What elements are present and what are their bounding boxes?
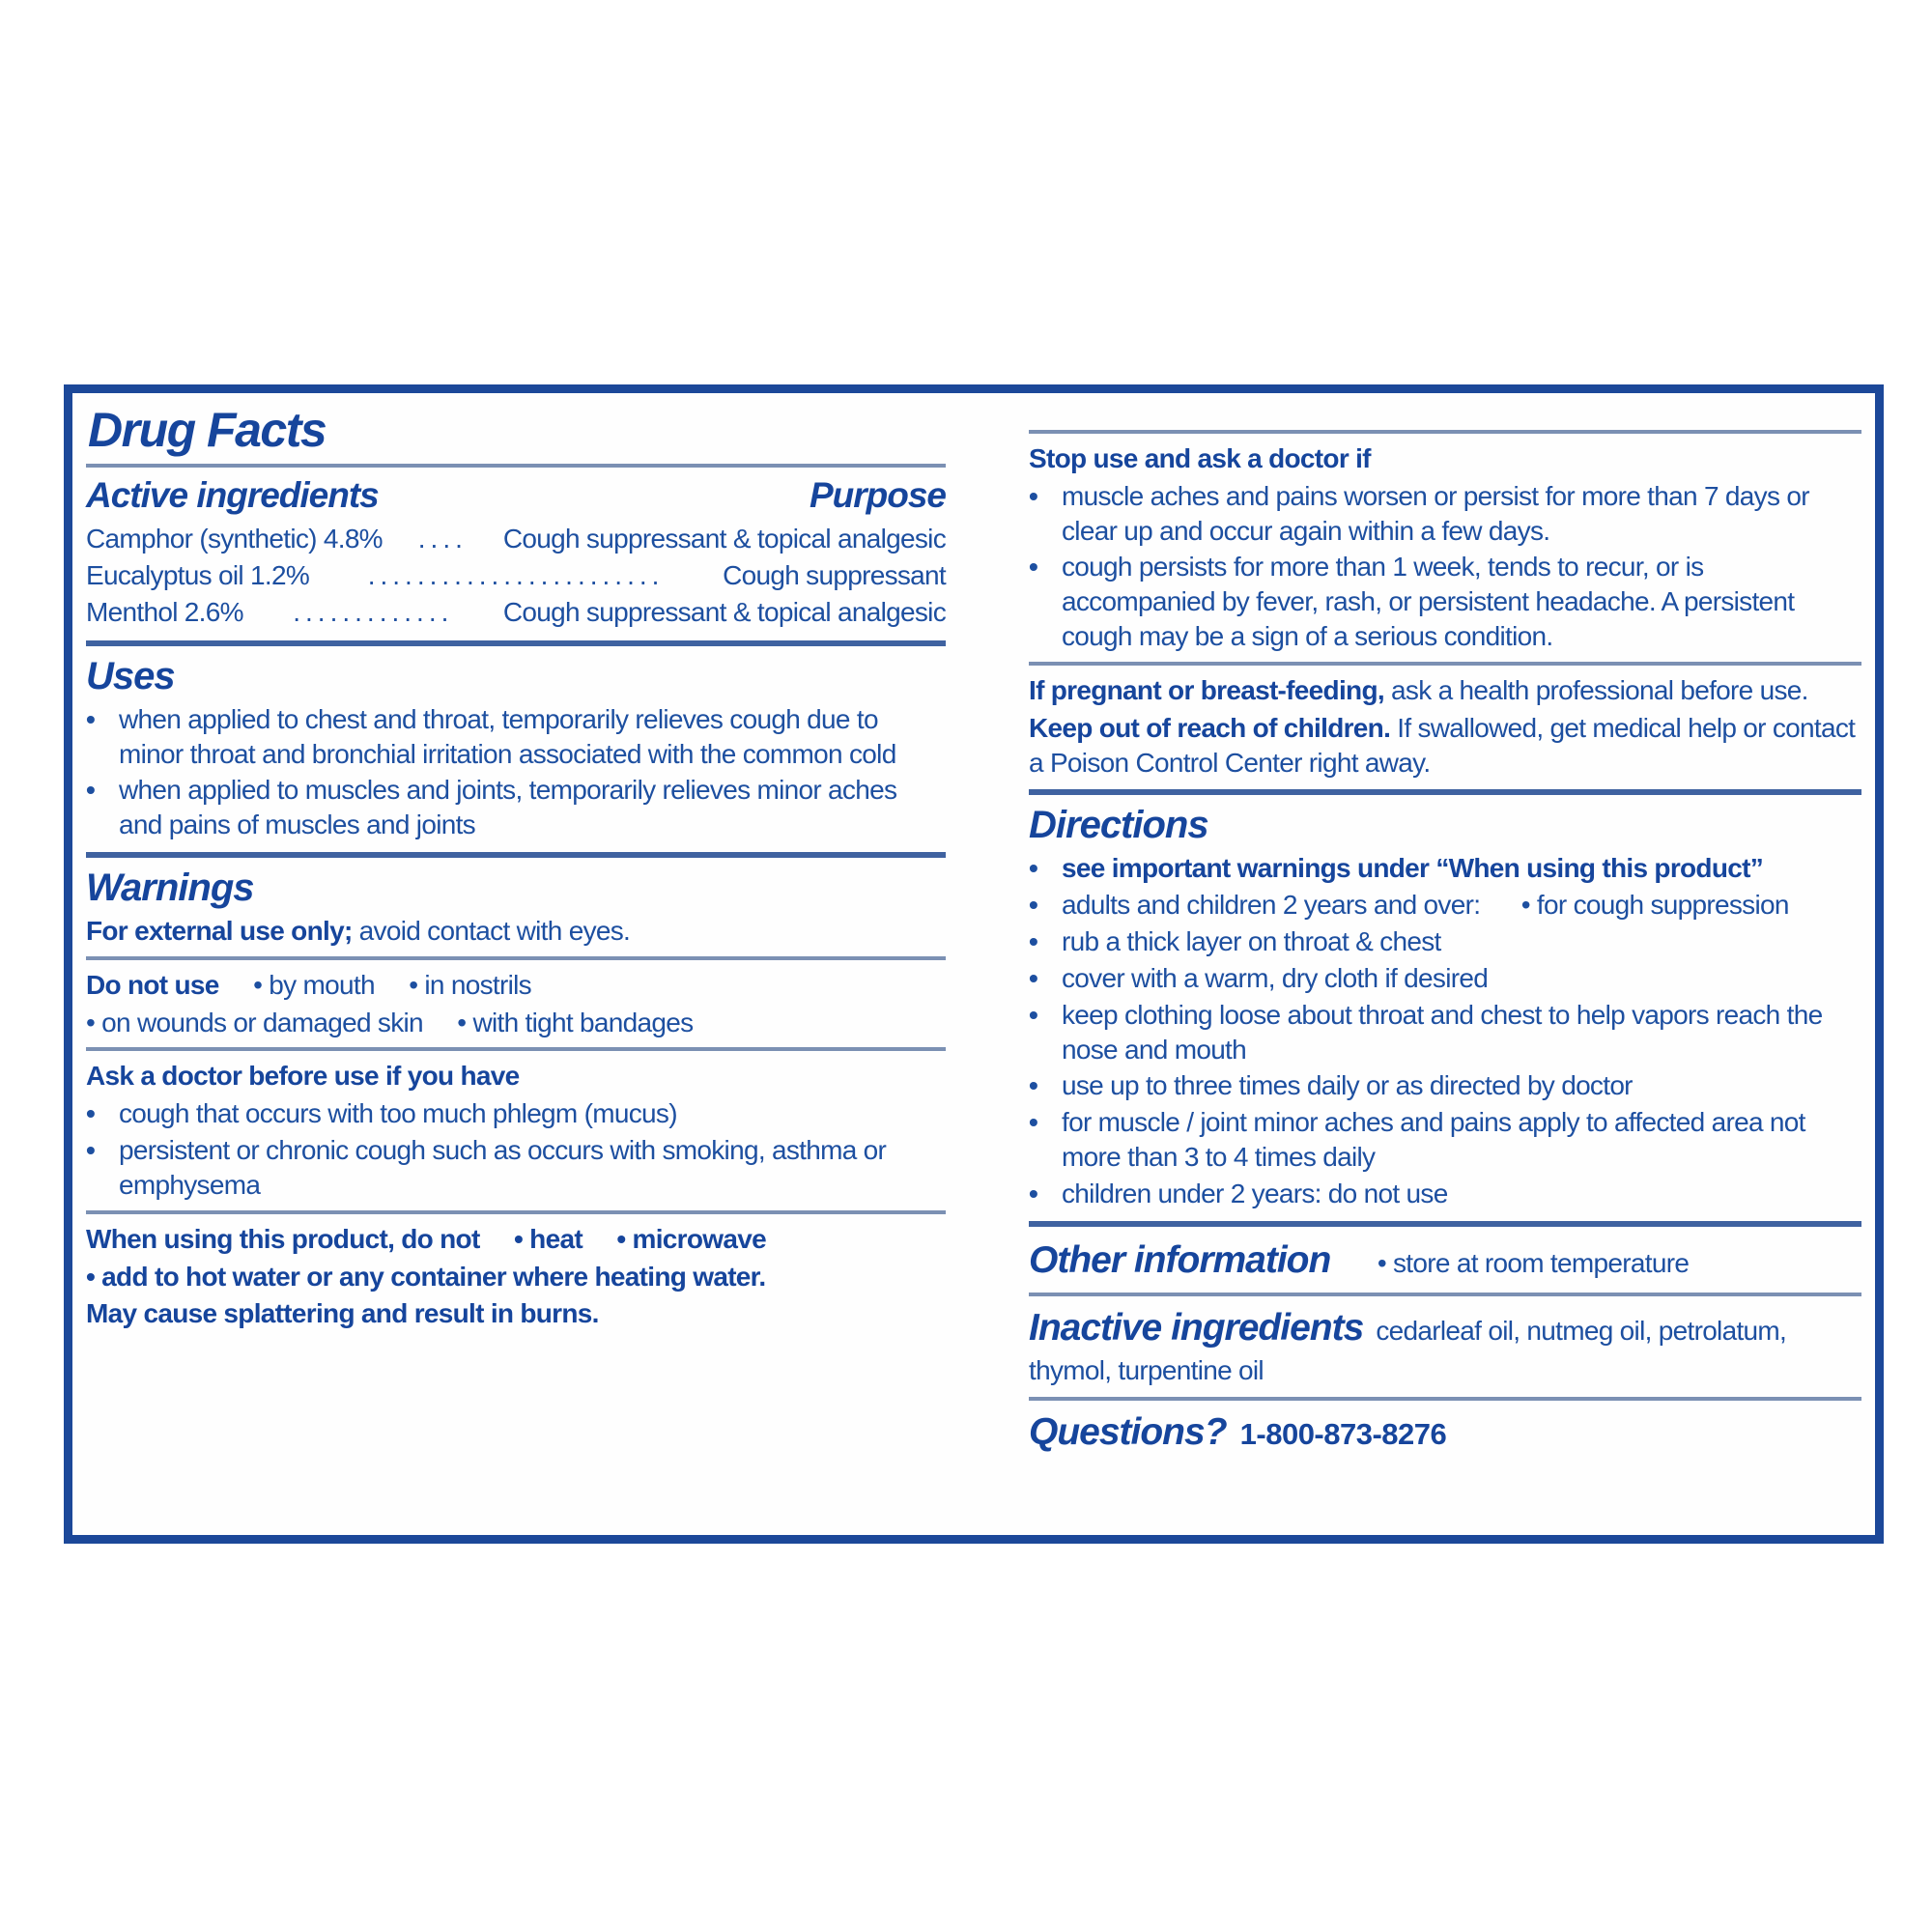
bullet-marker: • xyxy=(1029,1178,1038,1208)
ingredient-menthol xyxy=(86,595,946,630)
children-warning xyxy=(1029,711,1861,781)
rule-warnings-3 xyxy=(86,1210,946,1214)
questions-heading: Questions? xyxy=(1029,1410,1227,1453)
list-item xyxy=(1029,851,1861,886)
ingredient-purpose: Cough suppressant & topical analgesic xyxy=(502,597,946,628)
external-use-warning xyxy=(86,914,946,949)
bullet-marker: • xyxy=(1029,890,1038,921)
text-segment: 1-800-873-8276 xyxy=(1232,1416,1447,1451)
drug-facts-label xyxy=(64,384,1884,1544)
ingredient-eucalyptus xyxy=(86,558,946,593)
bullet-marker: • xyxy=(1029,962,1038,993)
ingredient-name: Menthol 2.6% xyxy=(86,597,243,628)
uses-list xyxy=(86,702,946,842)
dot-leader: ........................ xyxy=(367,559,665,590)
ingredient-camphor xyxy=(86,522,946,556)
text-segment: rub a thick layer on throat & chest xyxy=(1062,926,1441,957)
ingredient-name: Camphor (synthetic) 4.8% xyxy=(86,523,383,554)
list-item xyxy=(1029,1105,1861,1175)
text-segment: When using this product, do not xyxy=(86,1223,480,1254)
bullet-marker: • xyxy=(86,1098,96,1129)
bullet-text xyxy=(119,702,946,772)
bullet-marker: • xyxy=(86,1135,96,1166)
text-segment: Stop use and ask a doctor if xyxy=(1029,443,1371,473)
text-segment: If pregnant or breast-feeding, xyxy=(1029,674,1384,705)
rule-above-pregnant xyxy=(1029,662,1861,666)
bullet-marker: • xyxy=(1029,1070,1038,1101)
directions-heading: Directions xyxy=(1029,804,1208,847)
text-segment: see important warnings under “When using this product” xyxy=(1062,853,1764,884)
inactive-ingredients xyxy=(1029,1304,1861,1388)
right-top-rule xyxy=(1029,430,1861,434)
pregnant-warning xyxy=(1029,673,1861,708)
do-not-use-line xyxy=(86,968,946,1003)
warnings-heading: Warnings xyxy=(86,866,254,909)
bullet-text xyxy=(119,773,946,842)
list-item xyxy=(1029,1177,1861,1211)
list-item xyxy=(1029,924,1861,959)
text-segment: muscle aches and pains worsen or persist for more than 7 days or clear up and occur again within a few days. xyxy=(1062,480,1816,546)
bullet-marker: • xyxy=(86,775,96,806)
stop-use-list xyxy=(1029,479,1861,654)
bullet-marker: • xyxy=(1029,552,1038,582)
text-segment: for muscle / joint minor aches and pains apply to affected area not more than 3 to 4 times daily xyxy=(1062,1107,1812,1173)
text-segment: keep clothing loose about throat and chest to help vapors reach the nose and mouth xyxy=(1062,999,1830,1065)
purpose-heading: Purpose xyxy=(809,474,946,515)
bullet-text xyxy=(119,1133,946,1203)
text-segment: when applied to muscles and joints, temporarily relieves minor aches and pains of muscles and joints xyxy=(119,775,904,840)
bullet-text xyxy=(1062,888,1861,923)
when-using-line-2 xyxy=(86,1260,946,1294)
text-segment: May cause splattering and result in burns. xyxy=(86,1298,599,1329)
text-segment xyxy=(480,1224,514,1254)
column-gap xyxy=(946,405,1029,1523)
rule-above-inactive xyxy=(1029,1293,1861,1296)
rule-above-warnings xyxy=(86,852,946,858)
active-ingredients-heading: Active ingredients xyxy=(86,474,379,515)
text-segment: cover with a warm, dry cloth if desired xyxy=(1062,962,1489,993)
list-item xyxy=(1029,479,1861,549)
rule-above-directions xyxy=(1029,789,1861,795)
list-item xyxy=(1029,1068,1861,1103)
text-segment: when applied to chest and throat, temporarily relieves cough due to minor throat and bronchial irritation associated with the common cold xyxy=(119,703,896,769)
list-item xyxy=(86,1096,946,1131)
bullet-marker: • xyxy=(1029,926,1038,957)
list-item xyxy=(1029,888,1861,923)
text-segment: cough persists for more than 1 week, tends to recur, or is accompanied by fever, rash, or persistent headache. A persistent cough may be a sign of a serious condition. xyxy=(1062,552,1802,652)
text-segment: For external use only; xyxy=(86,915,353,946)
bullet-text xyxy=(1062,1068,1861,1103)
list-item xyxy=(86,1133,946,1203)
rule-above-uses xyxy=(86,640,946,646)
text-segment: • add to hot water or any container where heating water. xyxy=(86,1261,766,1292)
bullet-text xyxy=(119,1096,946,1131)
ingredient-name: Eucalyptus oil 1.2% xyxy=(86,559,310,590)
text-segment: children under 2 years: do not use xyxy=(1062,1178,1448,1208)
ingredient-purpose: Cough suppressant & topical analgesic xyxy=(502,523,946,554)
bullet-text xyxy=(1062,851,1861,886)
left-column xyxy=(86,405,946,1523)
bullet-text xyxy=(1062,1177,1861,1211)
rule-above-questions xyxy=(1029,1397,1861,1401)
text-segment: use up to three times daily or as directed by doctor xyxy=(1062,1070,1633,1101)
text-segment: • store at room temperature xyxy=(1336,1247,1690,1278)
list-item xyxy=(1029,961,1861,996)
questions xyxy=(1029,1408,1861,1458)
list-item xyxy=(1029,998,1861,1067)
text-segment: Ask a doctor before use if you have xyxy=(86,1061,520,1092)
bullet-marker: • xyxy=(86,703,96,734)
dot-leader: .... xyxy=(417,523,468,554)
inactive-ingredients-heading: Inactive ingredients xyxy=(1029,1307,1364,1350)
text-segment: Do not use xyxy=(86,969,219,1000)
ask-doctor-heading xyxy=(86,1059,946,1094)
text-segment: ask a health professional before use. xyxy=(1383,674,1808,705)
do-not-use-line-2 xyxy=(86,1006,946,1040)
rule-above-other-information xyxy=(1029,1221,1861,1227)
bullet-text xyxy=(1062,1105,1861,1175)
bullet-text xyxy=(1062,479,1861,549)
other-information-heading: Other information xyxy=(1029,1238,1331,1281)
bullet-marker: • xyxy=(1029,1107,1038,1138)
bullet-marker: • xyxy=(1029,480,1038,511)
text-segment: cough that occurs with too much phlegm (mucus) xyxy=(119,1098,677,1129)
text-segment: persistent or chronic cough such as occurs with smoking, asthma or emphysema xyxy=(119,1135,894,1200)
text-segment: avoid contact with eyes. xyxy=(352,915,631,946)
text-segment: adults and children 2 years and over: • for cough suppression xyxy=(1062,890,1789,921)
rule-warnings-1 xyxy=(86,956,946,960)
bullet-text xyxy=(1062,924,1861,959)
stop-use-heading xyxy=(1029,441,1861,476)
rule-warnings-2 xyxy=(86,1047,946,1051)
ask-doctor-list xyxy=(86,1096,946,1202)
text-segment: • on wounds or damaged skin • with tight bandages xyxy=(86,1007,694,1037)
ingredient-purpose: Cough suppressant xyxy=(723,559,946,590)
directions-list xyxy=(1029,851,1861,1210)
bullet-text xyxy=(1062,550,1861,653)
when-using-line-3 xyxy=(86,1296,946,1331)
drug-facts-title: Drug Facts xyxy=(88,403,327,457)
bullet-marker: • xyxy=(1029,853,1038,884)
list-item xyxy=(1029,550,1861,653)
list-item xyxy=(86,773,946,842)
text-segment: cedarleaf oil, nutmeg oil, petrolatum, thymol, turpentine oil xyxy=(1029,1316,1794,1386)
bullet-text xyxy=(1062,961,1861,996)
when-using-line xyxy=(86,1222,946,1257)
bullet-marker: • xyxy=(1029,999,1038,1030)
rule-under-title xyxy=(86,464,946,468)
text-segment: If swallowed, get medical help or contact a Poison Control Center right away. xyxy=(1029,712,1862,778)
text-segment: • by mouth • in nostrils xyxy=(218,969,531,1000)
active-ingredients-headrow xyxy=(86,475,946,516)
right-column xyxy=(1029,405,1861,1523)
bullet-text xyxy=(1062,998,1861,1067)
text-segment: • heat • microwave xyxy=(513,1223,766,1254)
text-segment: Keep out of reach of children. xyxy=(1029,712,1391,743)
other-information xyxy=(1029,1236,1861,1286)
list-item xyxy=(86,702,946,772)
dot-leader: ............. xyxy=(293,597,454,628)
uses-heading: Uses xyxy=(86,654,175,697)
